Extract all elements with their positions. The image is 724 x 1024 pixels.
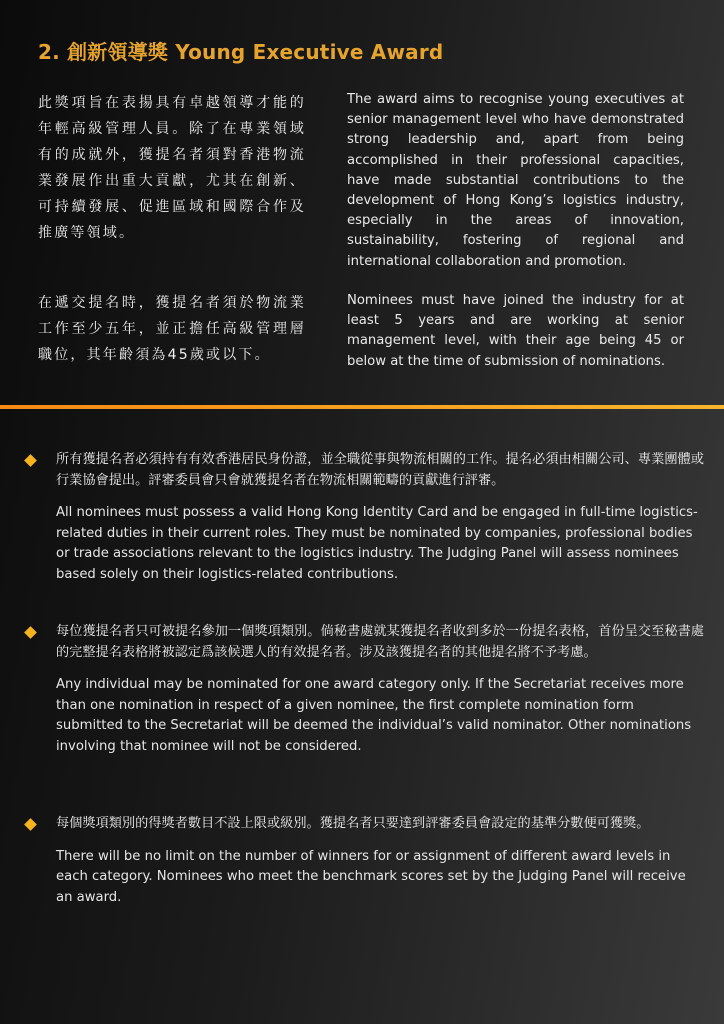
bullet-item-2 bbox=[24, 622, 704, 757]
intro-zh-paragraph-1: 此獎項旨在表揚具有卓越領導才能的年輕高級管理人員。除了在專業領域有的成就外，獲提名者須對香港物流業發展作出重大貢獻，尤其在創新、可持續發展、促進區域和國際合作及推廣等領域。 bbox=[38, 95, 306, 241]
bullet-item-3 bbox=[24, 814, 704, 908]
bullet-3-en-text: There will be no limit on the number of winners for or assignment of different award levels in each category. Nominees who meet the benchmark scores set by the Judging Panel will receive an award. bbox=[56, 848, 686, 905]
intro-en-paragraph-1: The award aims to recognise young executives at senior management level who have demonstrated strong leadership and, apart from being accomplished in their professional capacities, have made substantial contributions to the development of Hong Kong’s logistics industry, especially in the areas of innovation, sustainability, fostering of regional and international collaboration and promotion. bbox=[347, 92, 684, 269]
diamond-bullet-icon bbox=[24, 454, 37, 467]
orange-divider bbox=[0, 405, 724, 409]
diamond-bullet-icon bbox=[24, 626, 37, 639]
bullet-1-en-text: All nominees must possess a valid Hong Kong Identity Card and be engaged in full-time logistics-related duties in their current roles. They must be nominated by companies, professional bodies or trade associations relevant to the logistics industry. The Judging Panel will assess nominees based solely on their logistics-related contributions. bbox=[56, 505, 698, 582]
diamond-bullet-icon bbox=[24, 818, 37, 831]
intro-en-paragraph-2: Nominees must have joined the industry for at least 5 years and are working at senior management level, with their age being 45 or below at the time of submission of nominations. bbox=[347, 293, 684, 369]
intro-zh-paragraph-2: 在遞交提名時，獲提名者須於物流業工作至少五年，並正擔任高級管理層職位，其年齡須為45歲或以下。 bbox=[38, 295, 306, 363]
bullet-1-zh-text: 所有獲提名者必須持有有效香港居民身份證，並全職從事與物流相關的工作。提名必須由相關公司、專業團體或行業協會提出。評審委員會只會就獲提名者在物流相關範疇的貢獻進行評審。 bbox=[56, 452, 704, 488]
bullet-2-zh-text: 每位獲提名者只可被提名參加一個獎項類別。倘秘書處就某獲提名者收到多於一份提名表格，首份呈交至秘書處的完整提名表格將被認定爲該候選人的有效提名者。涉及該獲提名者的其他提名將不予考慮。 bbox=[56, 624, 704, 660]
bullet-item-1 bbox=[24, 450, 704, 585]
bullet-3-zh-text: 每個獎項類別的得獎者數目不設上限或級別。獲提名者只要達到評審委員會設定的基準分數便可獲獎。 bbox=[56, 816, 650, 831]
section-title: 2. 創新領導獎 Young Executive Award bbox=[38, 40, 444, 64]
bullet-2-en-text: Any individual may be nominated for one award category only. If the Secretariat receives more than one nomination in respect of a given nominee, the first complete nomination form submitted to the Secretariat will be deemed the individual’s valid nominator. Other nominations involving that nominee will not be considered. bbox=[56, 677, 692, 754]
